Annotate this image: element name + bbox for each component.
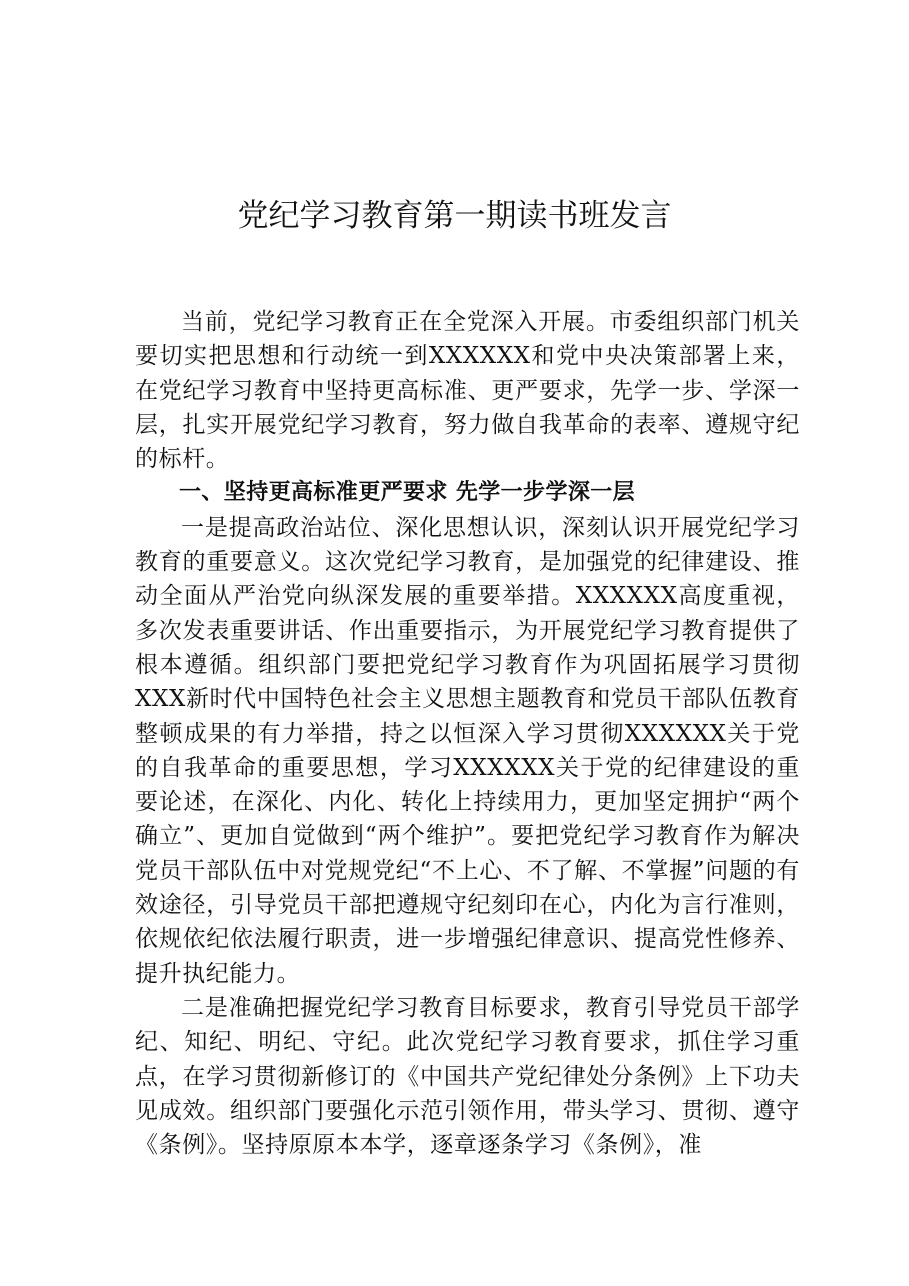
- intro-paragraph: 当前，党纪学习教育正在全党深入开展。市委组织部门机关要切实把思想和行动统一到XXXXXX和党中央决策部署上来，在党纪学习教育中坚持更高标准、更严要求，先学一步、学深一层，扎实开展党纪学习教育，努力做自我革命的表率、遵规守纪的标杆。: [135, 309, 800, 473]
- point-two-paragraph: 二是准确把握党纪学习教育目标要求，教育引导党员干部学纪、知纪、明纪、守纪。此次党纪学习教育要求，抓住学习重点，在学习贯彻新修订的《中国共产党纪律处分条例》上下功夫见成效。组织部门要强化示范引领作用，带头学习、贯彻、遵守《条例》。坚持原原本本学，逐章逐条学习《条例》，准: [135, 994, 800, 1159]
- point-one-paragraph: 一是提高政治站位、深化思想认识，深刻认识开展党纪学习教育的重要意义。这次党纪学习教育，是加强党的纪律建设、推动全面从严治党向纵深发展的重要举措。XXXXXX高度重视，多次发表重要讲话、作出重要指示，为开展党纪学习教育提供了根本遵循。组织部门要把党纪学习教育作为巩固拓展学习贯彻XXX新时代中国特色社会主义思想主题教育和党员干部队伍教育整顿成果的有力举措，持之以恒深入学习贯彻XXXXXX关于党的自我革命的重要思想，学习XXXXXX关于党的纪律建设的重要论述，在深化、内化、转化上持续用力，更加坚定拥护“两个确立”、更加自觉做到“两个维护”。要把党纪学习教育作为解决党员干部队伍中对党规党纪“不上心、不了解、不掌握”问题的有效途径，引导党员干部把遵规守纪刻印在心，内化为言行准则，依规依纪依法履行职责，进一步增强纪律意识、提高党性修养、提升执纪能力。: [135, 514, 800, 987]
- document-body: [135, 305, 800, 1162]
- document-title: 党纪学习教育第一期读书班发言: [237, 198, 672, 234]
- section-heading: 一、坚持更高标准更严要求 先学一步学深一层: [179, 480, 636, 506]
